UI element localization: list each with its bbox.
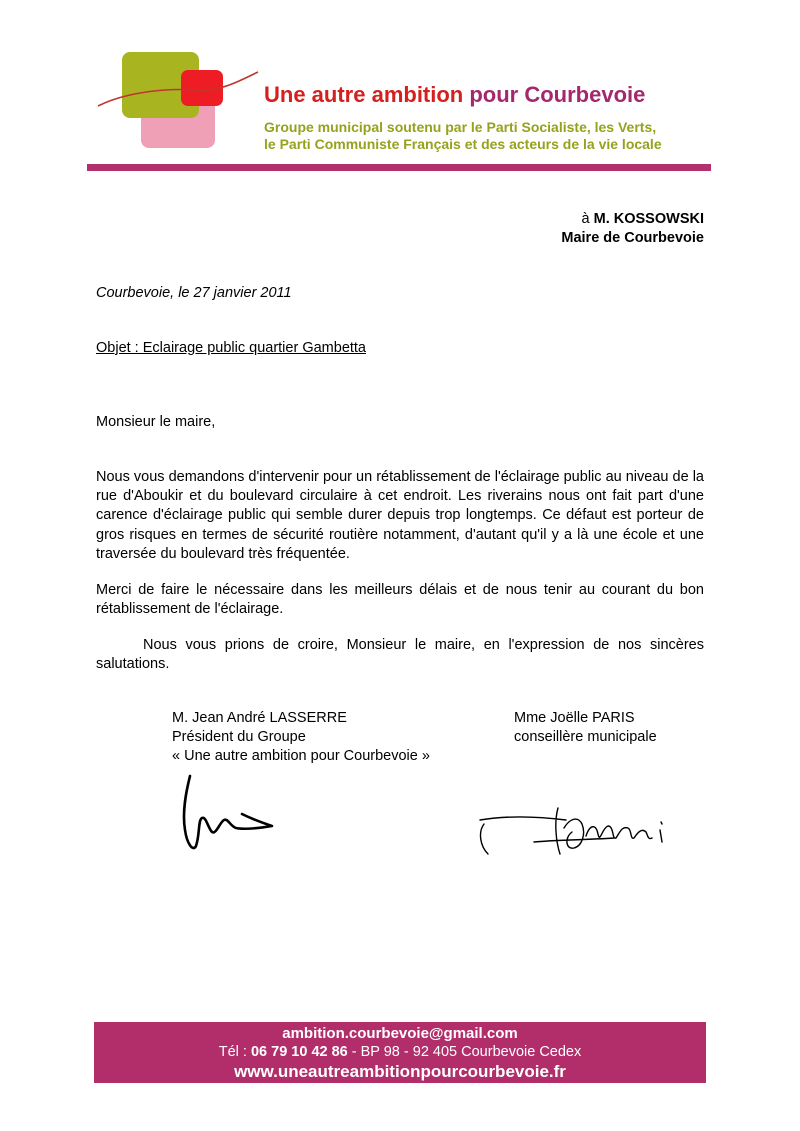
- header-title: [264, 82, 645, 108]
- footer-address: - BP 98 - 92 405 Courbevoie Cedex: [347, 1044, 582, 1060]
- footer-contact-line: [94, 1043, 706, 1061]
- letter-date: Courbevoie, le 27 janvier 2011: [96, 285, 292, 301]
- signatory-left-name: M. Jean André LASSERRE: [172, 710, 347, 726]
- letter-paragraph-2: Merci de faire le nécessaire dans les meilleurs délais et de nous tenir au courant du bon rétablissement de l'éclairage.: [96, 582, 704, 618]
- header-subtitle: [264, 119, 662, 153]
- signature-lasserre: [176, 772, 286, 862]
- signatory-left: [172, 709, 430, 767]
- letter-paragraph-3: Nous vous prions de croire, Monsieur le maire, en l'expression de nos sincères salutations.: [96, 637, 704, 673]
- footer-email: ambition.courbevoie@gmail.com: [282, 1025, 518, 1042]
- footer-website: www.uneautreambitionpourcourbevoie.fr: [234, 1062, 566, 1081]
- signatory-right-role: conseillère municipale: [514, 729, 657, 746]
- signature-paris: [474, 802, 674, 862]
- signatory-right-name: Mme Joëlle PARIS: [514, 710, 635, 726]
- recipient-name: M. KOSSOWSKI: [593, 211, 704, 227]
- header-title-part2: pour Courbevoie: [463, 82, 646, 107]
- letter-paragraph-1: Nous vous demandons d'intervenir pour un rétablissement de l'éclairage public au niveau de la rue d'Aboukir et du boulevard circulaire à cet endroit. Les riverains nous ont fait part d'une carence d'éclairage public qui semble durer depuis trop longtemps. Ce défaut est porteur de gros risques en termes de sécurité routière notamment, d'autant qu'il y a là une école et une traversée du boulevard très fréquentée.: [96, 469, 704, 562]
- footer-phone-label: Tél :: [218, 1044, 251, 1060]
- header-subtitle-line1: Groupe municipal soutenu par le Parti Socialiste, les Verts,: [264, 119, 657, 135]
- footer-band: [94, 1022, 706, 1083]
- header-rule: [87, 164, 711, 171]
- signatory-left-group: « Une autre ambition pour Courbevoie »: [172, 748, 430, 765]
- letter-salutation: Monsieur le maire,: [96, 414, 216, 430]
- logo: [96, 50, 261, 155]
- footer-phone: 06 79 10 42 86: [250, 1044, 348, 1060]
- header-subtitle-line2: le Parti Communiste Français et des acteurs de la vie locale: [264, 136, 662, 152]
- signatory-right: [514, 709, 657, 747]
- recipient-prefix: à: [581, 211, 594, 227]
- signatory-left-role: Président du Groupe: [172, 729, 306, 746]
- recipient-role: Maire de Courbevoie: [561, 230, 704, 246]
- letter-object: Objet : Eclairage public quartier Gambetta: [96, 340, 366, 356]
- recipient-block: [561, 210, 704, 248]
- header-title-part1: Une autre ambition: [264, 82, 464, 107]
